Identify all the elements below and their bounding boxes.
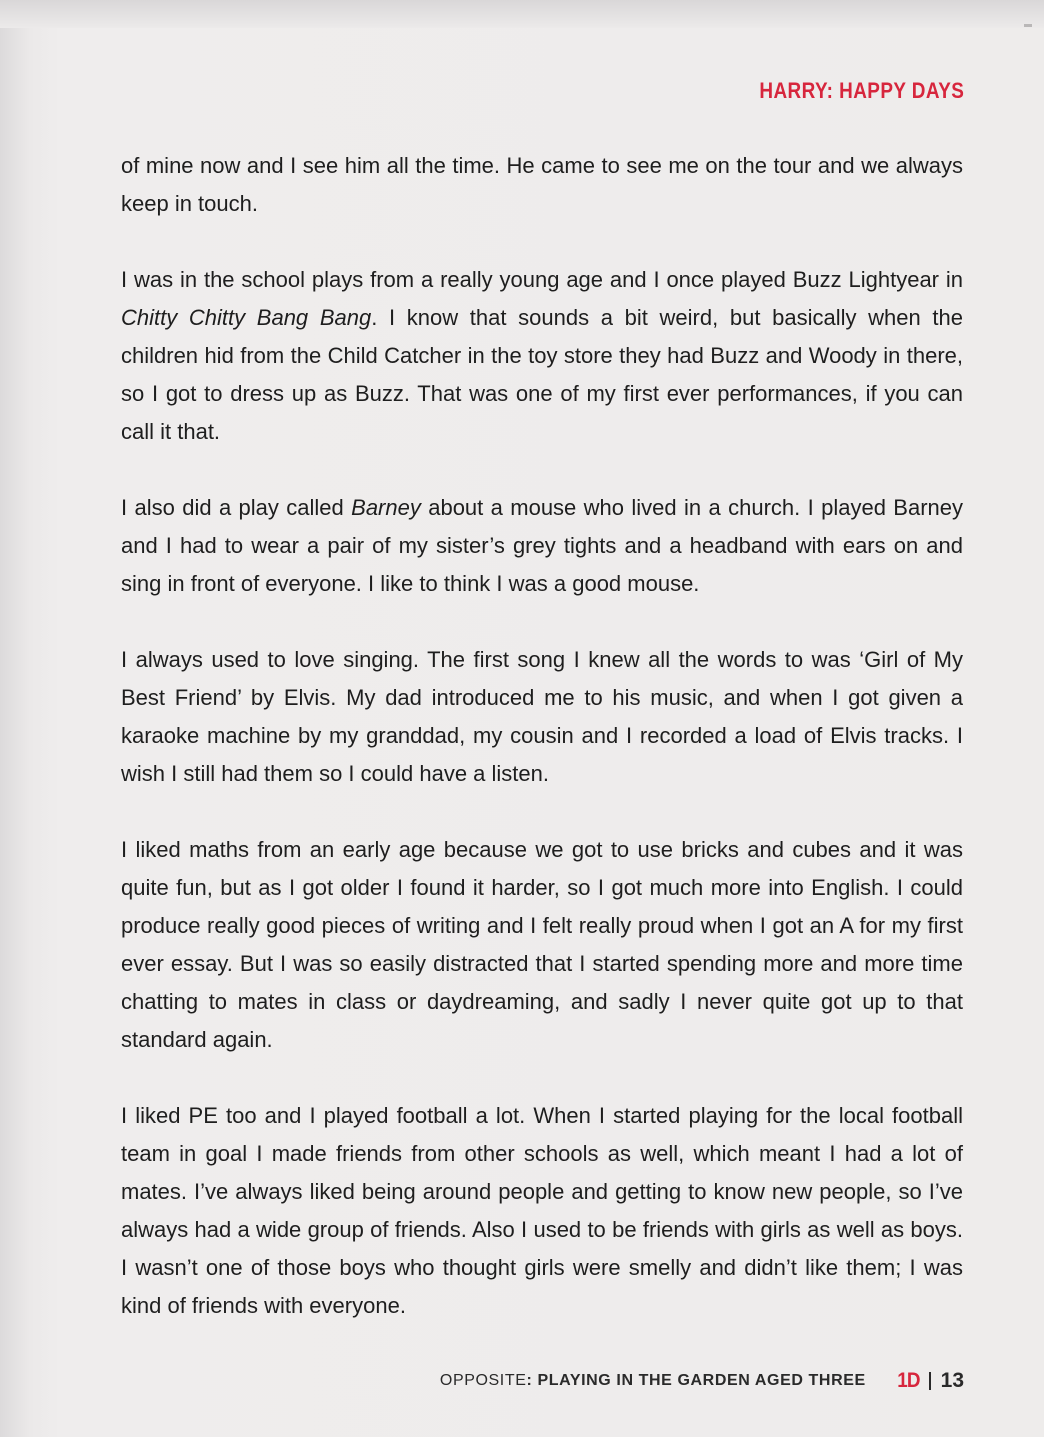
paragraph <box>121 1097 963 1325</box>
paragraph <box>121 641 963 793</box>
paragraph <box>121 489 963 603</box>
italic-title: Barney <box>351 495 421 520</box>
body-text <box>121 147 963 1363</box>
page-footer <box>440 1366 964 1396</box>
caption-label: OPPOSITE <box>439 1372 527 1389</box>
paragraph-text: of mine now and I see him all the time. He came to see me on the tour and we always keep in touch. <box>121 153 963 216</box>
paragraph-text: I liked PE too and I played football a lot. When I started playing for the local football team in goal I made friends from other schools as well, which meant I had a lot of mates. I’ve always liked being around people and getting to know new people, so I’ve always had a wide group of friends. Also I used to be friends with girls as well as boys. I wasn’t one of those boys who thought girls were smelly and didn’t like them; I was kind of friends with everyone. <box>121 1103 963 1318</box>
1d-logo: 1D <box>897 1369 920 1392</box>
page-top-shadow <box>0 0 1044 28</box>
caption-colon: : <box>526 1372 533 1389</box>
page-edge-mark <box>1024 24 1032 27</box>
paragraph-text: I always used to love singing. The first song I knew all the words to was ‘Girl of My Best Friend’ by Elvis. My dad introduced me to his music, and when I got given a karaoke machine by my granddad, my cousin and I recorded a load of Elvis tracks. I wish I still had them so I could have a listen. <box>121 647 963 786</box>
paragraph <box>121 261 963 451</box>
paragraph <box>121 831 963 1059</box>
paragraph <box>121 147 963 223</box>
running-head: HARRY: HAPPY DAYS <box>759 78 964 103</box>
page-number: 13 <box>940 1369 964 1392</box>
footer-divider <box>929 1372 931 1390</box>
paragraph-text: about a mouse who lived in a church. I played Barney and I had to wear a pair of my sister’s grey tights and a headband with ears on and sing in front of everyone. I like to think I was a good mouse. <box>121 495 964 596</box>
paragraph-text: I also did a play called <box>121 495 352 520</box>
photo-caption <box>440 1372 866 1390</box>
paragraph-text: I liked maths from an early age because we got to use bricks and cubes and it was quite fun, but as I got older I found it harder, so I got much more into English. I could produce really good pieces of writing and I felt really proud when I got an A for my first ever essay. But I was so easily distracted that I started spending more and more time chatting to mates in class or daydreaming, and sadly I never quite got up to that standard again. <box>121 837 963 1052</box>
paragraph-text: . I know that sounds a bit weird, but basically when the children hid from the Child Catcher in the toy store they had Buzz and Woody in there, so I got to dress up as Buzz. That was one of my first ever performances, if you can call it that. <box>121 305 963 444</box>
caption-text: PLAYING IN THE GARDEN AGED THREE <box>537 1372 866 1389</box>
paragraph-text: I was in the school plays from a really young age and I once played Buzz Lightyear in <box>121 267 963 292</box>
italic-title: Chitty Chitty Bang Bang <box>121 305 372 330</box>
